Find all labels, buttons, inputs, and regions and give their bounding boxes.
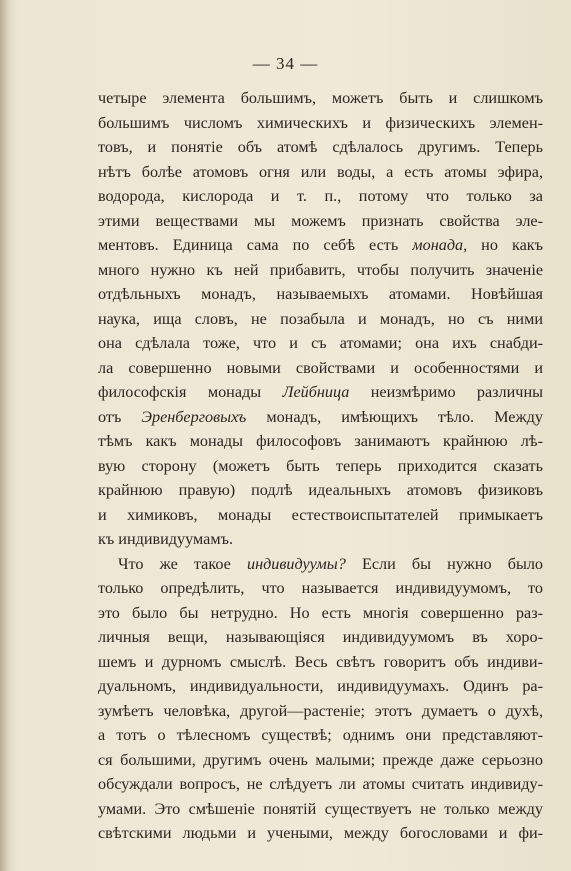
text-line	[98, 674, 543, 699]
text-line	[98, 601, 543, 626]
text-line	[98, 503, 543, 528]
text-segment: умами. Это смѣшеніе понятій существуетъ не только между	[98, 799, 543, 818]
text-segment: тѣмъ какъ монады философовъ занимаютъ крайнюю лѣ-	[98, 432, 543, 450]
text-segment: этими веществами мы можемъ признать свойства эле-	[98, 211, 543, 230]
text-segment: только опредѣлить, что называется индивидуумомъ, то	[98, 579, 543, 597]
text-segment: а тотъ о тѣлесномъ существѣ; однимъ они представляют-	[98, 726, 543, 744]
text-segment: ла совершенно новыми свойствами и особенностями и	[98, 358, 543, 377]
text-line	[98, 478, 543, 503]
text-line	[98, 625, 543, 650]
text-segment: ся большими, другимъ очень малыми; прежде даже серьозно	[98, 750, 543, 769]
text-line	[98, 405, 543, 430]
text-segment: это было бы нетрудно. Но есть многія совершенно раз-	[98, 603, 543, 622]
page-number: — 34 —	[252, 54, 319, 73]
text-line	[98, 356, 543, 381]
text-segment: Если бы нужно было	[345, 554, 543, 573]
text-line	[98, 576, 543, 601]
text-segment: личныя вещи, называющіяся индивидуумомъ въ хоро-	[98, 628, 543, 646]
text-line	[98, 772, 543, 797]
italic-term: монада,	[412, 236, 468, 254]
text-line	[98, 821, 543, 846]
text-line	[98, 331, 543, 356]
text-segment: она сдѣлала тоже, что и съ атомами; она ихъ снабди-	[98, 334, 543, 352]
text-segment: свѣтскими людьми и учеными, между богословами и фи-	[98, 824, 543, 842]
text-line	[98, 135, 543, 160]
text-segment: и химиковъ, монады естествоиспытателей примыкаетъ	[98, 505, 543, 524]
text-line	[98, 723, 543, 748]
text-segment: вую сторону (можетъ быть теперь приходится сказать	[98, 456, 543, 475]
italic-term: Лейбница	[282, 383, 350, 401]
text-segment: дуальномъ, индивидуальности, индивидуумахъ. Одинъ ра-	[98, 677, 543, 695]
text-segment: Что же такое	[118, 554, 247, 573]
text-segment: четыре элемента большимъ, можетъ быть и слишкомъ	[98, 89, 543, 107]
text-segment: монадъ, имѣющихъ тѣло. Между	[246, 407, 543, 426]
paragraph	[98, 86, 543, 552]
text-segment: водорода, кислорода и т. п., потому что только за	[98, 187, 543, 205]
italic-term: Эренберговыхъ	[141, 407, 247, 426]
text-segment: зумѣетъ человѣка, другой—растеніе; этотъ думаетъ о духѣ,	[98, 701, 543, 720]
italic-term: индивидуумы?	[246, 554, 346, 573]
text-line	[98, 380, 543, 405]
text-line	[98, 86, 543, 111]
text-segment: отдѣльныхъ монадъ, называемыхъ атомами. Новѣйшая	[98, 285, 543, 303]
text-line	[98, 160, 543, 185]
text-line	[98, 527, 543, 552]
text-line	[98, 454, 543, 479]
text-line	[98, 650, 543, 675]
paragraph	[98, 552, 543, 846]
text-segment: философскія монады	[98, 383, 283, 401]
text-segment: товъ, и понятіе объ атомѣ сдѣлалось другимъ. Теперь	[98, 138, 543, 156]
text-segment: наука, ища словъ, не позабыла и монадъ, но съ ними	[98, 309, 543, 328]
text-segment: отъ	[98, 407, 142, 426]
text-line	[98, 111, 543, 136]
text-line	[98, 233, 543, 258]
text-segment: шемъ и дурномъ смыслѣ. Весь свѣтъ говоритъ объ индиви-	[98, 652, 543, 671]
text-line	[98, 307, 543, 332]
text-line	[98, 282, 543, 307]
text-line	[98, 258, 543, 283]
text-line	[98, 429, 543, 454]
text-segment: къ индивидуумамъ.	[98, 530, 234, 548]
text-line	[98, 552, 543, 577]
text-segment: много нужно къ ней прибавить, чтобы получить значеніе	[98, 260, 543, 279]
text-line	[98, 209, 543, 234]
body-text	[98, 86, 543, 846]
text-segment: нѣтъ болѣе атомовъ огня или воды, а есть атомы эфира,	[98, 162, 543, 181]
text-segment: неизмѣримо различны	[349, 383, 543, 401]
text-line	[98, 748, 543, 773]
text-line	[98, 699, 543, 724]
text-line	[98, 184, 543, 209]
text-line	[98, 797, 543, 822]
text-segment: обсуждали вопросъ, не слѣдуетъ ли атомы считать индивиду-	[98, 775, 543, 793]
text-segment: крайнюю правую) подлѣ идеальныхъ атомовъ физиковъ	[98, 481, 543, 499]
text-segment: ментовъ. Единица сама по себѣ есть	[98, 236, 413, 254]
text-segment: большимъ числомъ химическихъ и физическихъ элемен-	[98, 113, 543, 132]
text-segment: но какъ	[467, 236, 543, 254]
